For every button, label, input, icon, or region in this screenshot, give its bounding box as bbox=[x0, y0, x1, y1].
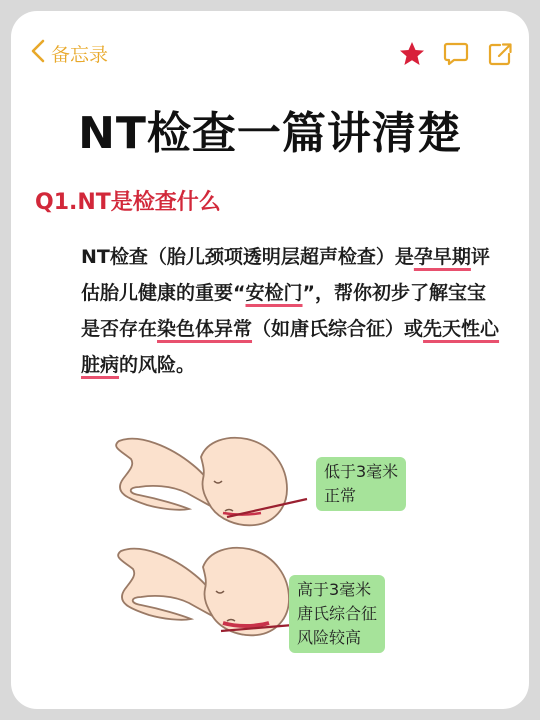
paragraph-text: 评估胎儿健康的重要“ bbox=[81, 246, 490, 304]
paragraph-text: NT检查（胎儿颈项透明层超声检查）是 bbox=[81, 246, 414, 268]
back-label: 备忘录 bbox=[51, 43, 109, 66]
star-icon[interactable] bbox=[399, 41, 425, 67]
chevron-left-icon bbox=[31, 39, 45, 67]
label-high-line: 唐氏综合征 bbox=[297, 604, 378, 623]
page-title: NT检查一篇讲清楚 bbox=[78, 108, 462, 159]
nt-illustration bbox=[11, 421, 529, 701]
note-card bbox=[11, 11, 529, 709]
paragraph-text: 的风险。 bbox=[119, 354, 196, 376]
top-toolbar bbox=[11, 11, 529, 81]
section-heading: Q1.NT是检查什么 bbox=[35, 190, 221, 215]
section-paragraph bbox=[81, 239, 501, 383]
highlighted-term: 孕早期 bbox=[413, 246, 471, 268]
comment-icon[interactable] bbox=[443, 41, 469, 67]
highlighted-term: 安检门 bbox=[245, 282, 303, 304]
label-high-risk bbox=[289, 575, 385, 653]
paragraph-text: ”，帮你初步了解宝宝是否存在 bbox=[81, 282, 487, 340]
paragraph-text: （如唐氏综合征）或 bbox=[252, 318, 424, 340]
toolbar-actions bbox=[399, 41, 513, 67]
share-icon[interactable] bbox=[487, 41, 513, 67]
label-normal bbox=[316, 457, 406, 511]
highlighted-term: 先天性心脏病 bbox=[81, 318, 500, 376]
fetus-illustration bbox=[11, 421, 529, 701]
back-button[interactable] bbox=[31, 39, 108, 67]
label-high-line: 风险较高 bbox=[297, 628, 362, 647]
label-normal-line: 正常 bbox=[324, 486, 357, 505]
highlighted-term: 染色体异常 bbox=[157, 318, 253, 340]
label-normal-line: 低于3毫米 bbox=[324, 462, 399, 481]
label-high-line: 高于3毫米 bbox=[297, 580, 372, 599]
